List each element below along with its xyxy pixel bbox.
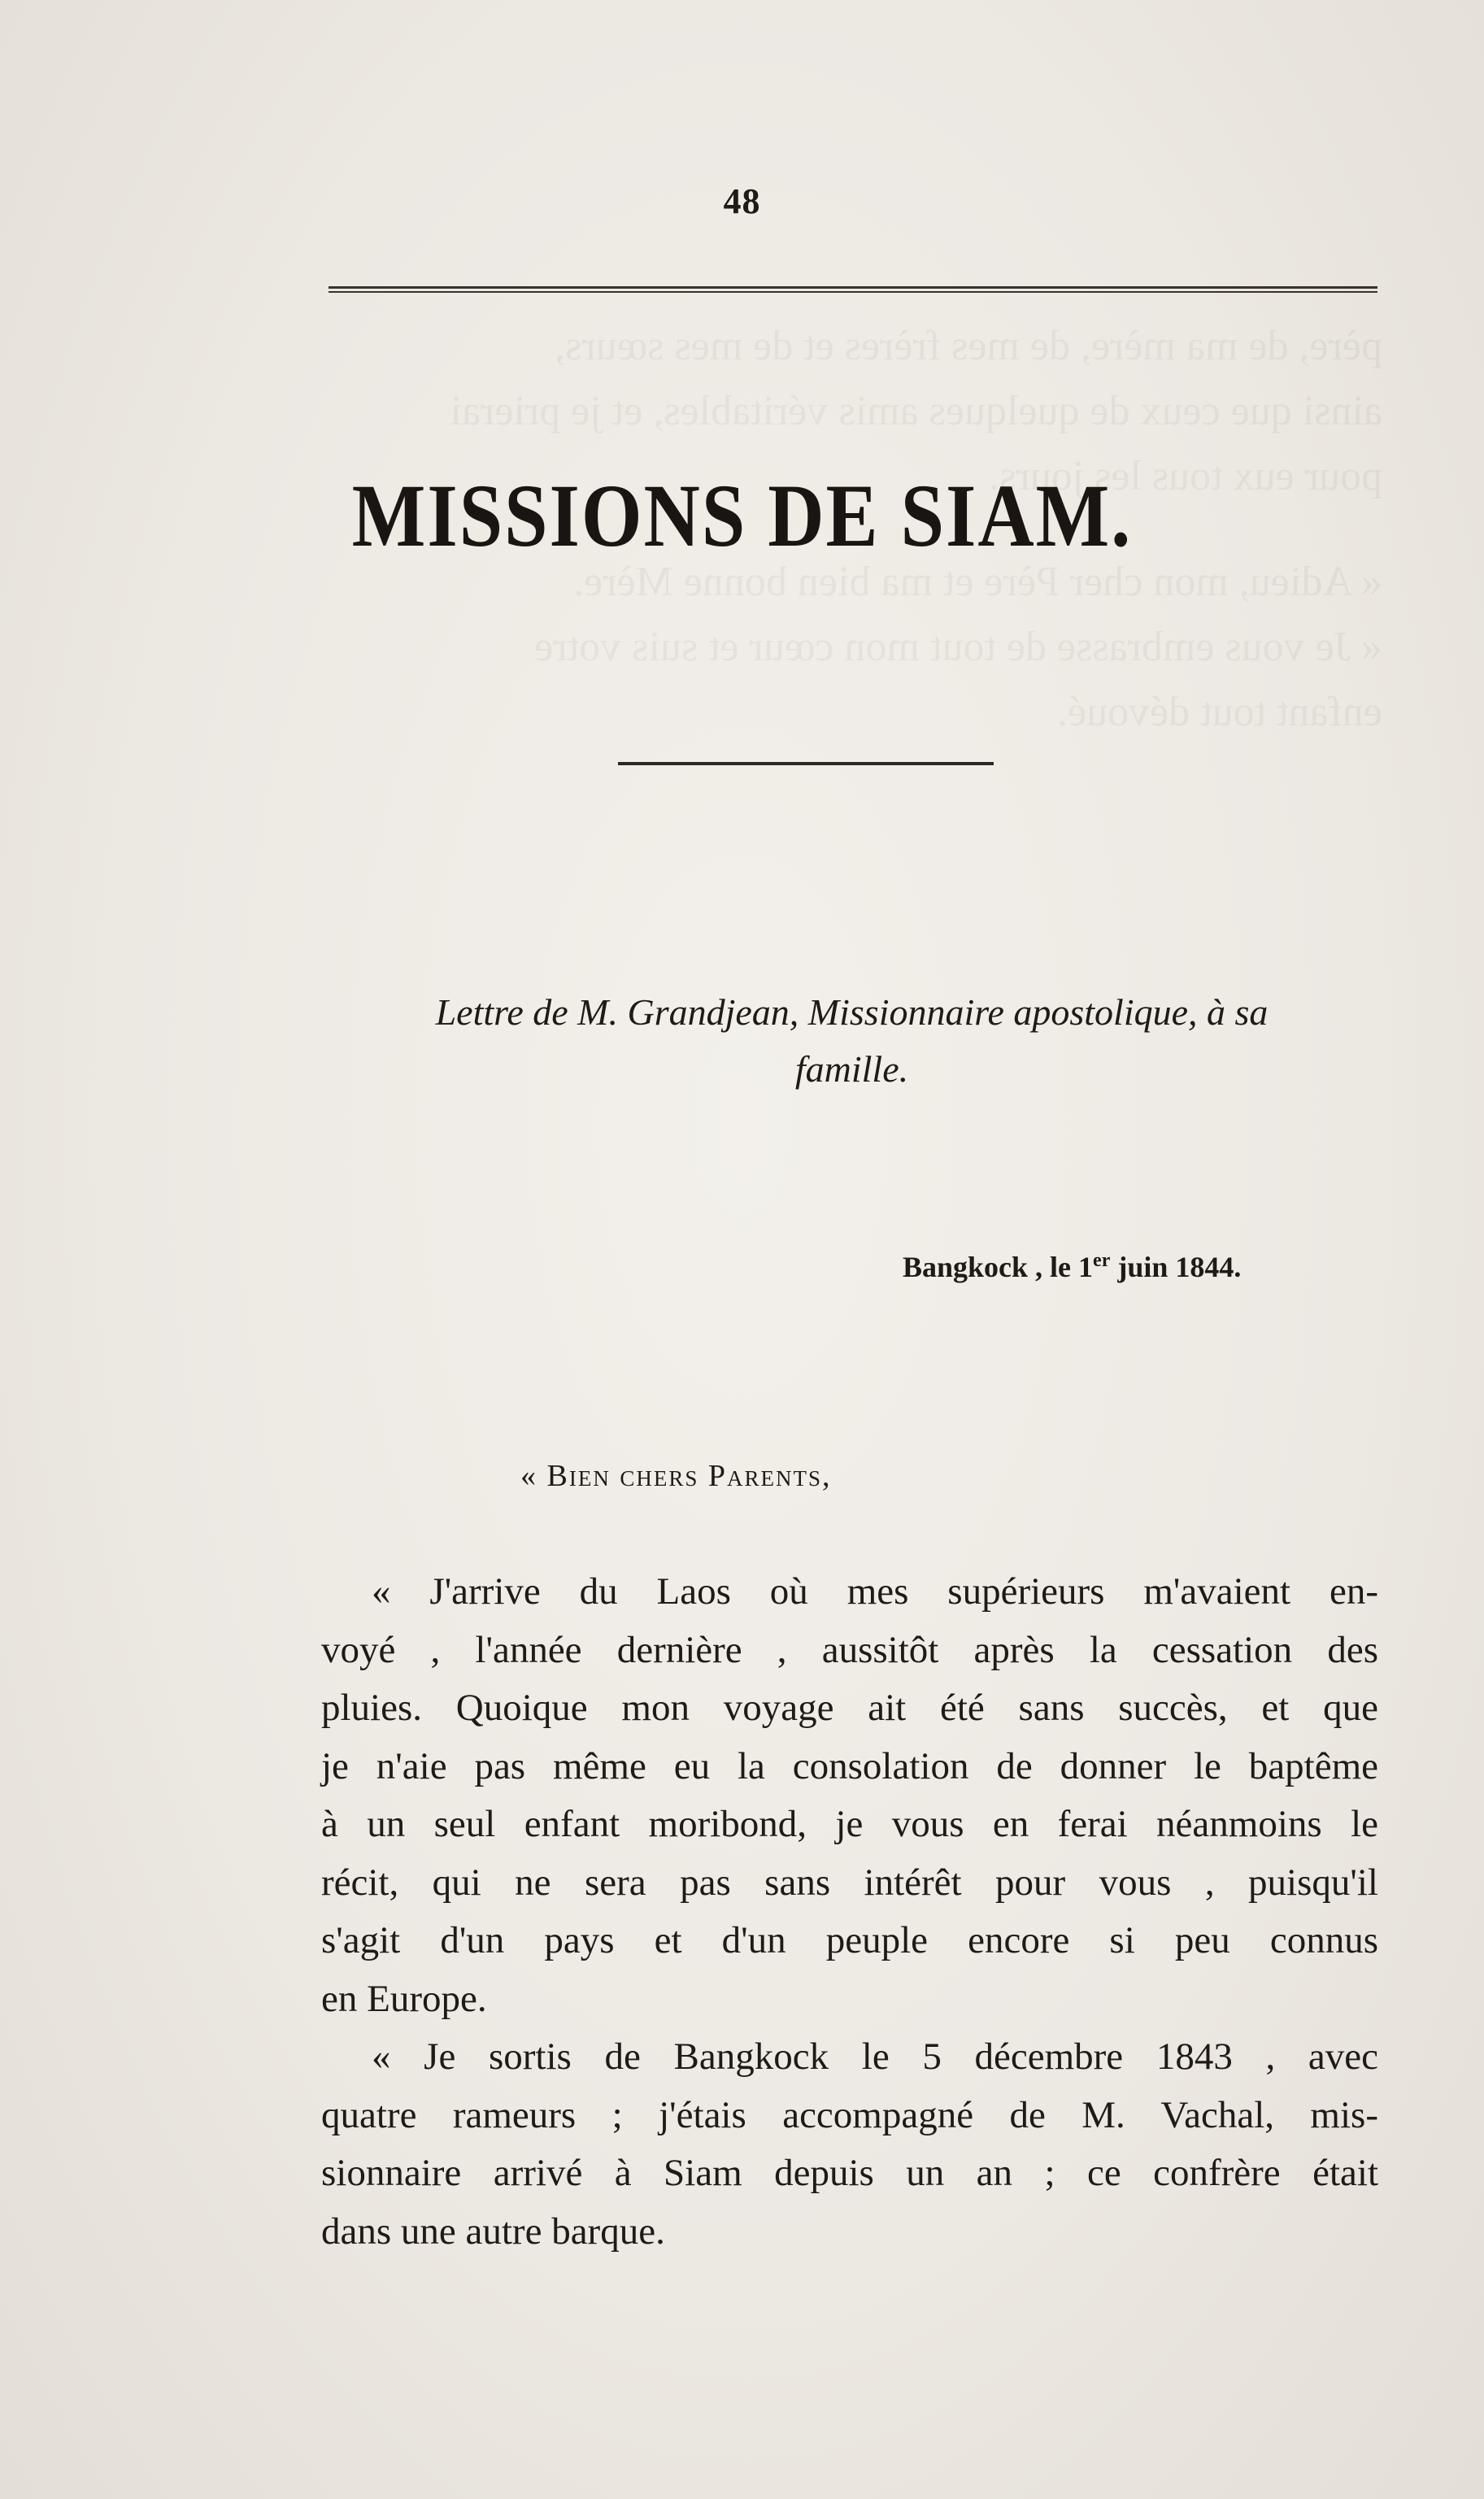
title-separator-rule (618, 762, 994, 765)
paragraph-1-line: pluies. Quoique mon voyage ait été sans succès, et que (321, 1687, 1378, 1729)
letter-heading-line-1: Lettre de M. Grandjean, Missionnaire apostolique, à sa (435, 991, 1269, 1033)
dateline-suffix: juin 1844. (1110, 1251, 1242, 1283)
letter-heading-line-2: famille. (794, 1048, 909, 1090)
show-through-text: ainsi que ceux de quelques amis véritables, et je prierai (450, 388, 1382, 434)
show-through-text: enfant tout dévoué. (1057, 689, 1382, 735)
page-title: MISSIONS DE SIAM. (351, 464, 1133, 566)
paragraph-1-line: récit, qui ne sera pas sans intérêt pour vous , puisqu'il (321, 1861, 1378, 1904)
show-through-text: « Adieu, mon cher Père et ma bien bonne Mère. (573, 559, 1382, 605)
page-number: 48 (723, 181, 761, 221)
letter-body (321, 1563, 1378, 2261)
paragraph-2-line: dans une autre barque. (321, 2209, 665, 2253)
salutation: « Bien chers Parents, (520, 1459, 832, 1493)
paragraph-2-line: sionnaire arrivé à Siam depuis un an ; ce confrère était (321, 2152, 1378, 2194)
dateline-superscript: er (1093, 1250, 1111, 1271)
header-double-rule (329, 286, 1377, 293)
dateline-prefix: Bangkock , le 1 (903, 1251, 1094, 1283)
paragraph-1-line: en Europe. (321, 1977, 487, 2020)
letter-heading (321, 984, 1382, 1098)
paragraph-1-line: je n'aie pas même eu la consolation de donner le baptême (321, 1744, 1378, 1787)
paragraph-1-line: voyé , l'année dernière , aussitôt après la cessation des (321, 1628, 1378, 1671)
paragraph-1-line: s'agit d'un pays et d'un peuple encore si peu connus (321, 1919, 1378, 1961)
paragraph-1-line: à un seul enfant moribond, je vous en ferai néanmoins le (321, 1803, 1378, 1845)
paragraph-2-line: quatre rameurs ; j'étais accompagné de M. Vachal, mis- (321, 2093, 1378, 2136)
paragraph-2-line: « Je sortis de Bangkock le 5 décembre 1843 , avec (372, 2035, 1378, 2078)
show-through-text: « Je vous embrasse de tout mon cœur et suis votre (534, 624, 1382, 670)
show-through-text: pour eux tous les jours. (989, 453, 1382, 499)
show-through-text: père, de ma mère, de mes frères et de mes sœurs, (555, 323, 1382, 369)
paragraph-1-line: « J'arrive du Laos où mes supérieurs m'avaient en- (372, 1570, 1378, 1613)
dateline (903, 1250, 1358, 1284)
